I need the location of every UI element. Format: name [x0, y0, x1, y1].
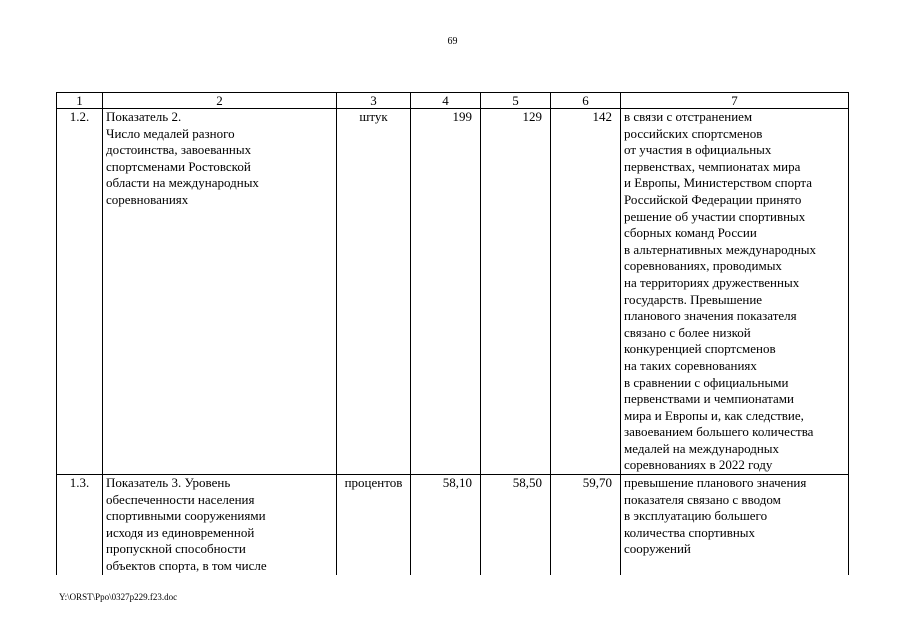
header-col-3: 3: [337, 93, 411, 109]
header-col-4: 4: [411, 93, 481, 109]
unit-cell: штук: [337, 109, 411, 475]
file-path-footer: Y:\ORST\Ppo\0327p229.f23.doc: [59, 592, 178, 602]
row-number: 1.3.: [57, 475, 103, 575]
header-col-1: 1: [57, 93, 103, 109]
value-col-6: 59,70: [551, 475, 621, 575]
page-number: 69: [447, 36, 458, 47]
indicator-name: Показатель 3. Уровень обеспеченности населения спортивными сооружениями исходя из единовременной пропускной способности объектов спорта, в том числе: [103, 475, 337, 575]
header-col-6: 6: [551, 93, 621, 109]
value-col-6: 142: [551, 109, 621, 475]
value-col-5: 129: [481, 109, 551, 475]
value-col-4: 58,10: [411, 475, 481, 575]
row-number: 1.2.: [57, 109, 103, 475]
table-row: [57, 475, 849, 575]
unit-cell: процентов: [337, 475, 411, 575]
header-col-5: 5: [481, 93, 551, 109]
indicator-name: Показатель 2. Число медалей разного достоинства, завоеванных спортсменами Ростовской области на международных соревнованиях: [103, 109, 337, 475]
value-col-4: 199: [411, 109, 481, 475]
header-col-2: 2: [103, 93, 337, 109]
value-col-5: 58,50: [481, 475, 551, 575]
comment-cell: в связи с отстранением российских спортсменов от участия в официальных первенствах, чемпионатах мира и Европы, Министерством спорта Российской Федерации принято решение об участии спортивных сборных команд России в альтернативных международных соревнованиях, проводимых на территориях дружественных государств. Превышение планового значения показателя связано с более низкой конкуренцией спортсменов на таких соревнованиях в сравнении с официальными первенствами и чемпионатами мира и Европы и, как следствие, завоеванием большего количества медалей на международных соревнованиях в 2022 году: [621, 109, 849, 475]
header-col-7: 7: [621, 93, 849, 109]
report-table: [56, 92, 849, 575]
table-row: [57, 109, 849, 475]
comment-cell: превышение планового значения показателя связано с вводом в эксплуатацию большего количества спортивных сооружений: [621, 475, 849, 575]
table-header-row: [57, 93, 849, 109]
